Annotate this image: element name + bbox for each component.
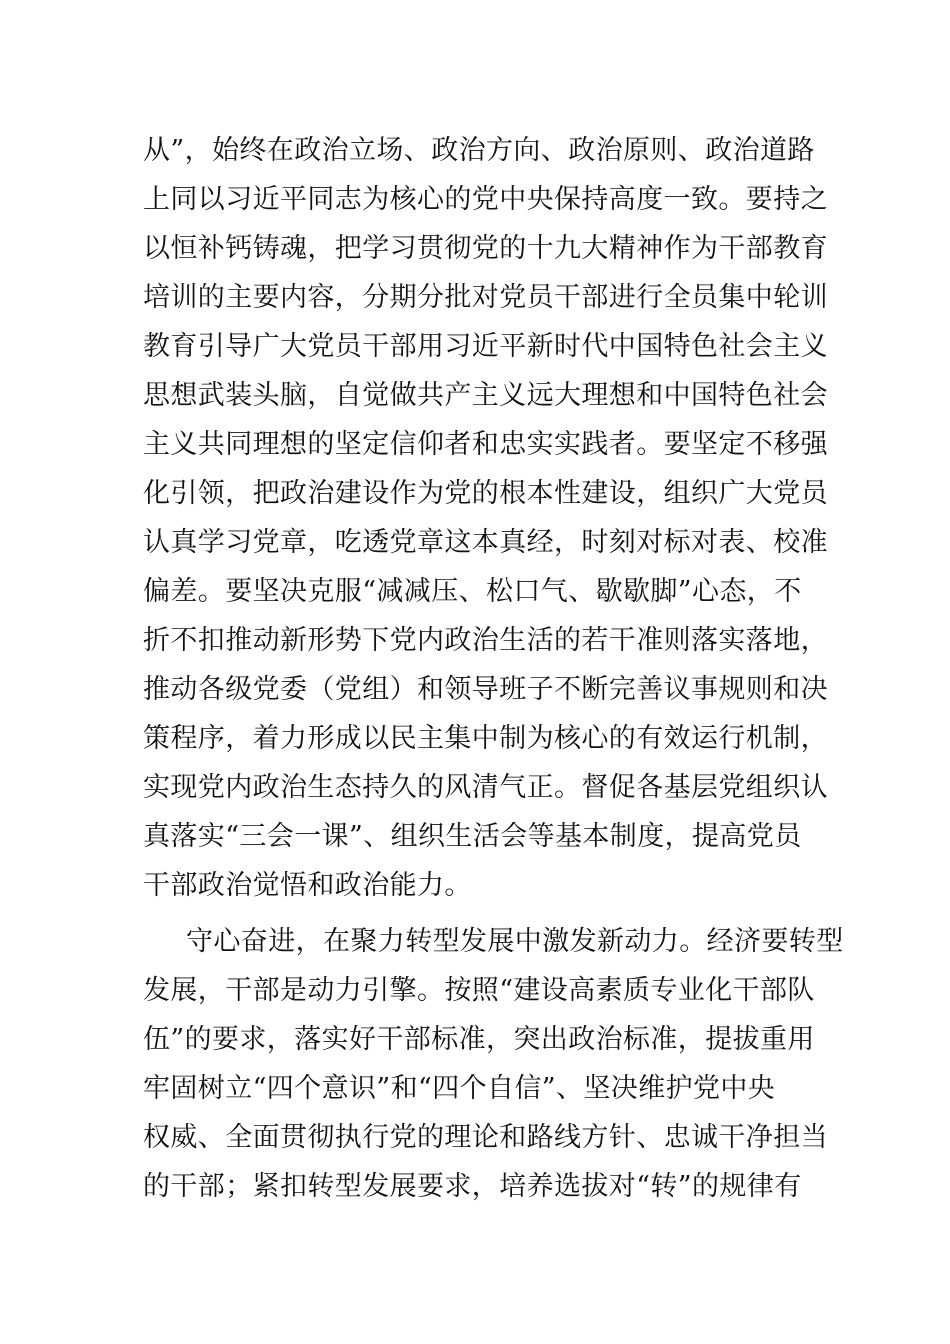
text-line: 干部政治觉悟和政治能力。 <box>143 870 472 901</box>
text-line: 培训的主要内容，分期分批对党员干部进行全员集中轮训 <box>143 282 828 313</box>
text-line: 认真学习党章，吃透党章这本真经，时刻对标对表、校准 <box>143 527 828 558</box>
paragraph-first-line: 守心奋进，在聚力转型发展中激发新动力。经济要转型 <box>186 926 844 957</box>
text-line: 上同以习近平同志为核心的党中央保持高度一致。要持之 <box>143 184 828 215</box>
text-line: 策程序，着力形成以民主集中制为核心的有效运行机制， <box>143 723 828 754</box>
text-line: 化引领，把政治建设作为党的根本性建设，组织广大党员 <box>143 478 828 509</box>
text-line: 从”，始终在政治立场、政治方向、政治原则、政治道路 <box>143 135 815 166</box>
text-line: 主义共同理想的坚定信仰者和忠实实践者。要坚定不移强 <box>143 429 828 460</box>
text-line: 推动各级党委（党组）和领导班子不断完善议事规则和决 <box>143 674 828 705</box>
text-line: 教育引导广大党员干部用习近平新时代中国特色社会主义 <box>143 331 828 362</box>
text-line: 折不扣推动新形势下党内政治生活的若干准则落实落地， <box>143 625 828 656</box>
text-line: 真落实“三会一课”、组织生活会等基本制度，提高党员 <box>143 821 802 852</box>
text-line: 伍”的要求，落实好干部标准，突出政治标准，提拔重用 <box>143 1024 815 1055</box>
text-line: 牢固树立“四个意识”和“四个自信”、坚决维护党中央 <box>143 1073 776 1104</box>
text-line: 实现党内政治生态持久的风清气正。督促各基层党组织认 <box>143 772 828 803</box>
text-line: 思想武装头脑，自觉做共产主义远大理想和中国特色社会 <box>143 380 828 411</box>
text-line: 偏差。要坚决克服“减减压、松口气、歇歇脚”心态，不 <box>143 576 802 607</box>
text-line: 的干部；紧扣转型发展要求，培养选拔对“转”的规律有 <box>143 1171 802 1202</box>
text-line: 权威、全面贯彻执行党的理论和路线方针、忠诚干净担当 <box>143 1122 828 1153</box>
text-line: 以恒补钙铸魂，把学习贯彻党的十九大精神作为干部教育 <box>143 233 828 264</box>
text-line: 发展，干部是动力引擎。按照“建设高素质专业化干部队 <box>143 975 815 1006</box>
